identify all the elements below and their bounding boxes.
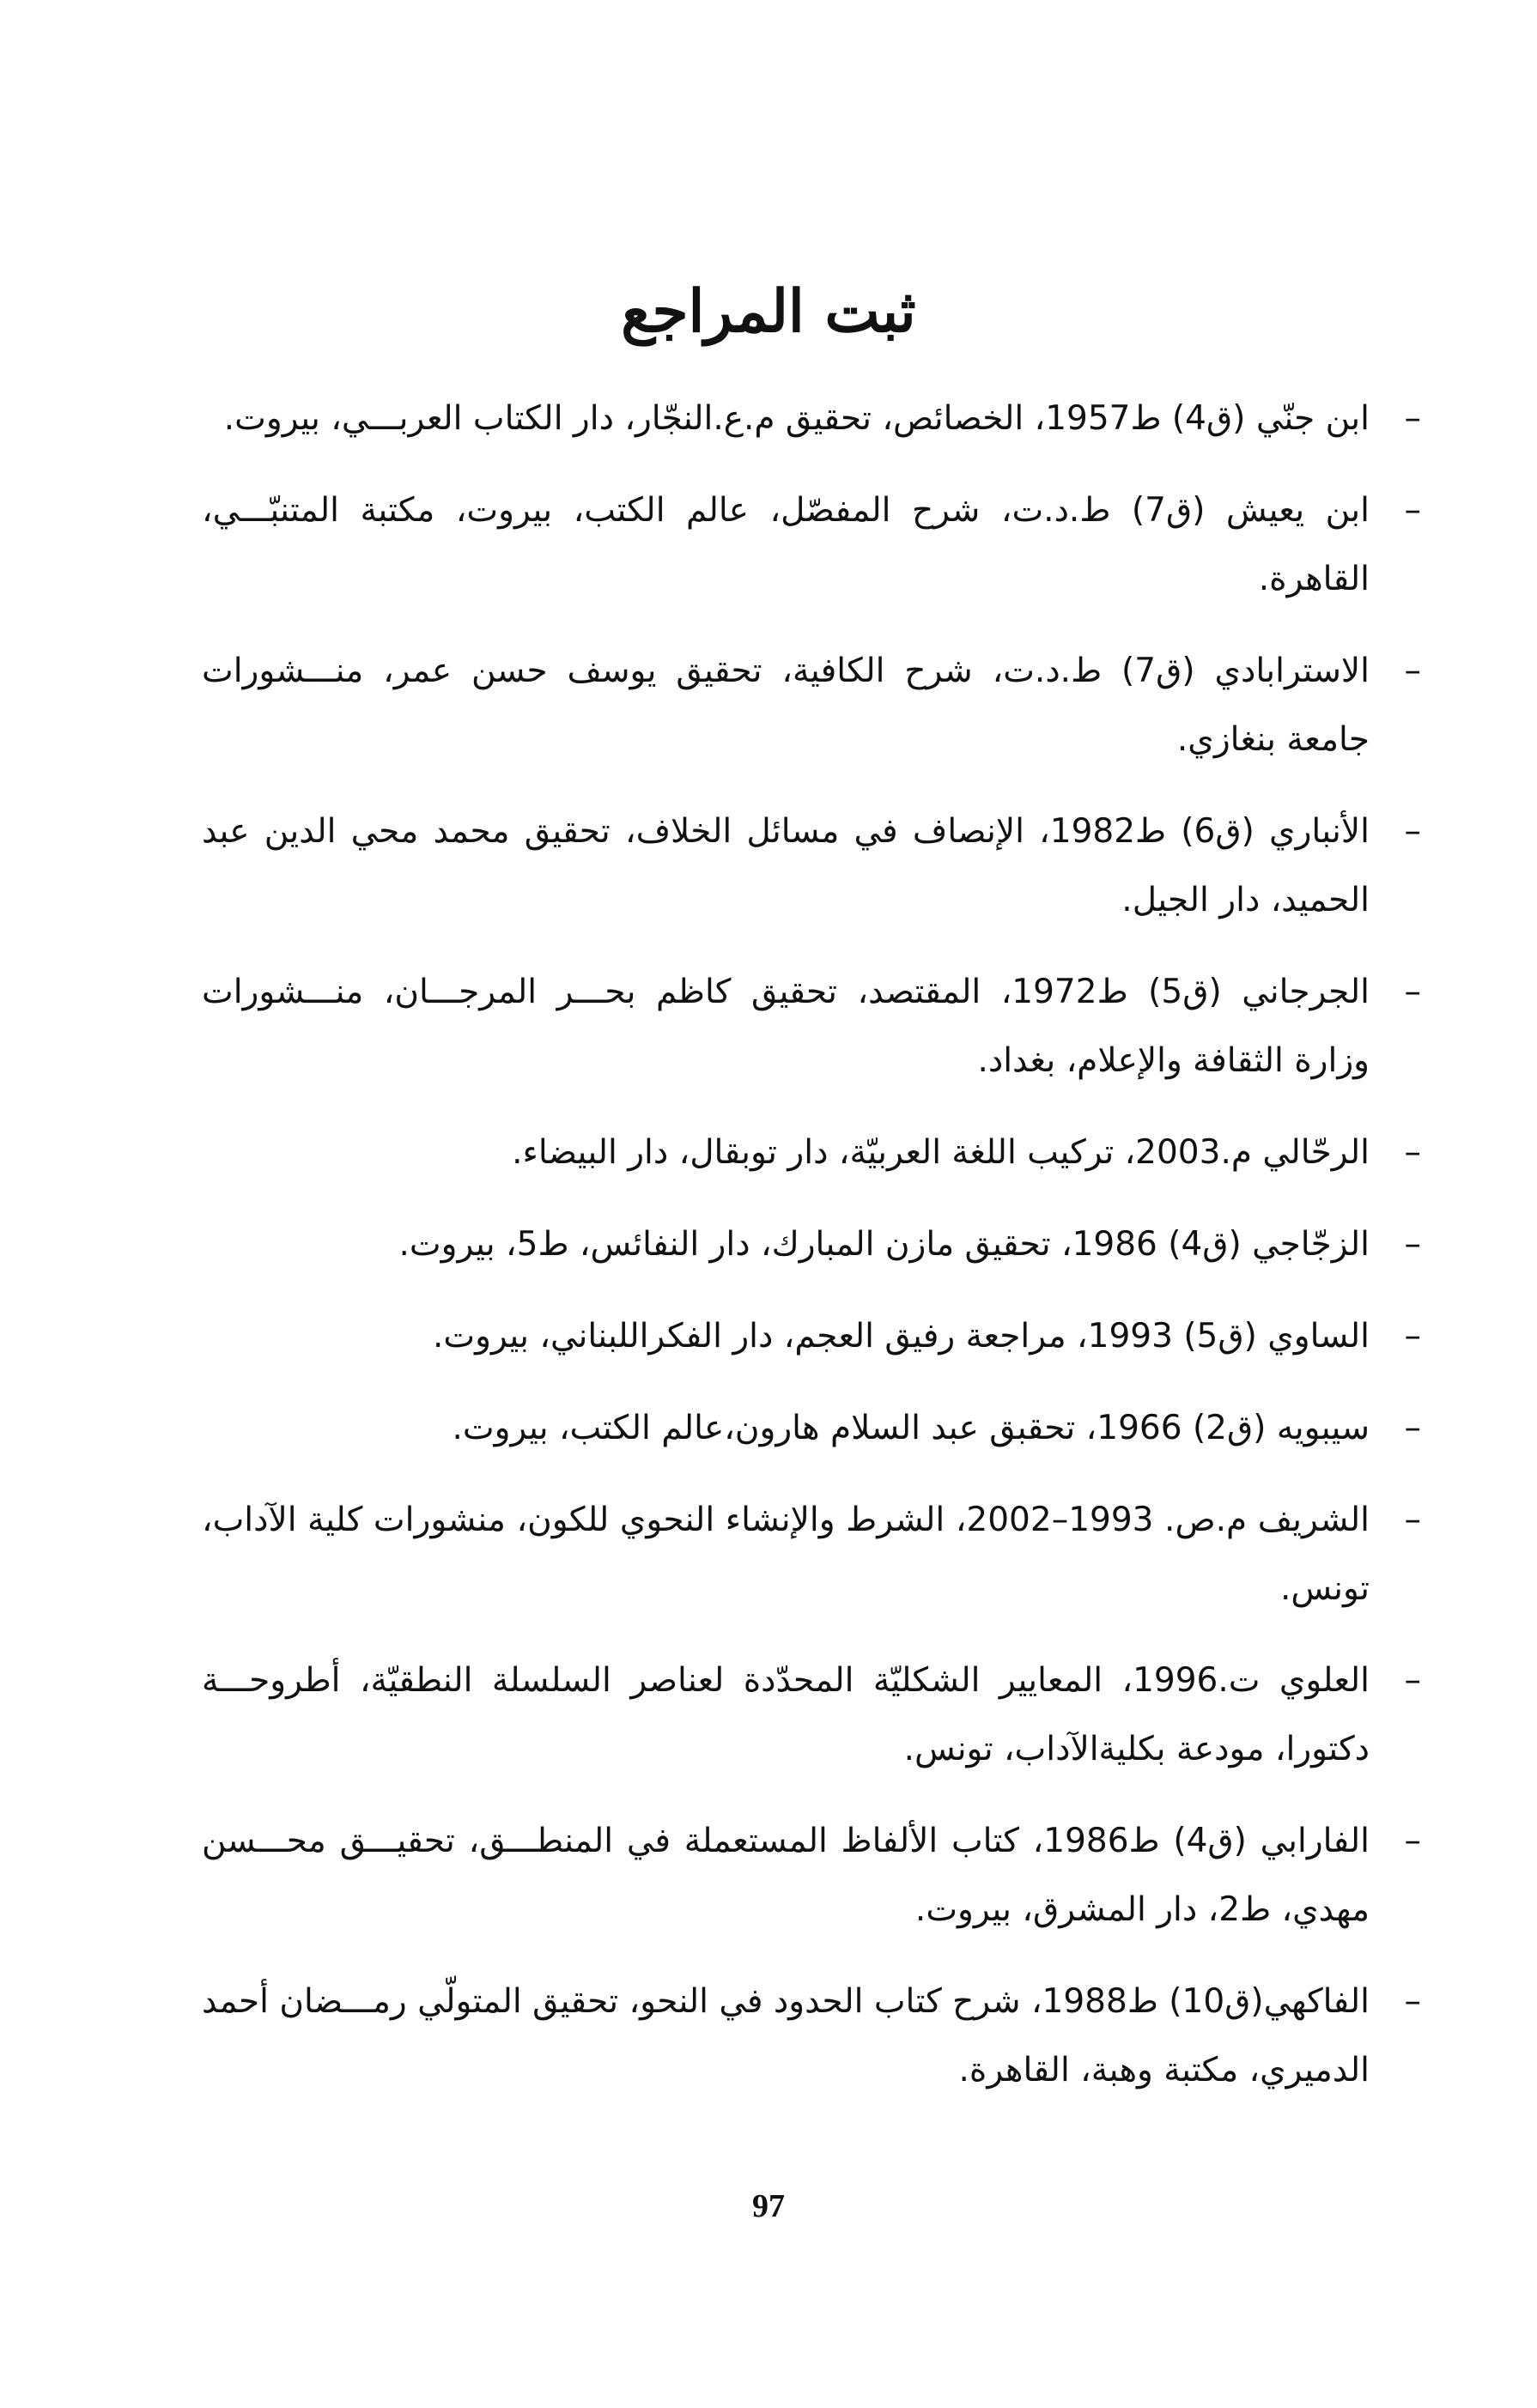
reference-item xyxy=(202,1394,1421,1463)
reference-text: الشريف م.ص. 1993–2002، الشرط والإنشاء النحوي للكون، منشورات كلية الآداب، تونس. xyxy=(202,1501,1370,1608)
list-bullet-dash: – xyxy=(1404,1409,1421,1447)
reference-item xyxy=(202,1119,1421,1187)
list-bullet-dash: – xyxy=(1404,1225,1421,1264)
reference-text: ابن يعيش (ق7) ط.د.ت، شرح المفصّل، عالم الكتب، بيروت، مكتبة المتنبّـــي، القاهرة. xyxy=(202,491,1370,598)
list-bullet-dash: – xyxy=(1404,652,1421,690)
reference-item xyxy=(202,476,1421,614)
reference-text: العلوي ت.1996، المعايير الشكليّة المحدّدة لعناصر السلسلة النطقيّة، أطروحـــة دكتورا، مودعة بكليةالآداب، تونس. xyxy=(202,1661,1370,1768)
list-bullet-dash: – xyxy=(1404,1133,1421,1172)
reference-item xyxy=(202,385,1421,453)
reference-item xyxy=(202,798,1421,935)
reference-text: الفاكهي(ق10) ط1988، شرح كتاب الحدود في النحو، تحقيق المتولّي رمـــضان أحمد الدميري، مكتبة وهبة، القاهرة. xyxy=(202,1982,1370,2090)
list-bullet-dash: – xyxy=(1404,973,1421,1011)
list-bullet-dash: – xyxy=(1404,812,1421,851)
reference-text: الجرجاني (ق5) ط1972، المقتصد، تحقيق كاظم بحـــر المرجـــان، منـــشورات وزارة الثقافة والإعلام، بغداد. xyxy=(202,973,1370,1080)
list-bullet-dash: – xyxy=(1404,399,1421,438)
list-bullet-dash: – xyxy=(1404,1501,1421,1539)
list-bullet-dash: – xyxy=(1404,491,1421,530)
reference-item xyxy=(202,1647,1421,1784)
reference-text: الزجّاجي (ق4) 1986، تحقيق مازن المبارك، دار النفائس، ط5، بيروت. xyxy=(398,1225,1370,1264)
list-bullet-dash: – xyxy=(1404,1982,1421,2021)
list-bullet-dash: – xyxy=(1404,1822,1421,1860)
reference-item xyxy=(202,958,1421,1095)
page-title: ثبت المراجع xyxy=(621,277,916,346)
reference-item xyxy=(202,1807,1421,1944)
reference-item xyxy=(202,1486,1421,1623)
list-bullet-dash: – xyxy=(1404,1661,1421,1700)
reference-text: الفارابي (ق4) ط1986، كتاب الألفاظ المستعملة في المنطـــق، تحقيـــق محـــسن مهدي، ط2، دار المشرق، بيروت. xyxy=(202,1822,1370,1929)
page-number: 97 xyxy=(752,2188,785,2224)
reference-item xyxy=(202,1302,1421,1371)
reference-text: سيبويه (ق2) 1966، تحقبق عبد السلام هارون،عالم الكتب، بيروت. xyxy=(452,1409,1370,1447)
references-list xyxy=(202,385,1421,2128)
reference-text: الاسترابادي (ق7) ط.د.ت، شرح الكافية، تحقيق يوسف حسن عمر، منـــشورات جامعة بنغازي. xyxy=(202,652,1370,759)
reference-text: ابن جنّي (ق4) ط1957، الخصائص، تحقيق م.ع.النجّار، دار الكتاب العربـــي، بيروت. xyxy=(223,399,1370,438)
reference-text: الأنباري (ق6) ط1982، الإنصاف في مسائل الخلاف، تحقيق محمد محي الدين عبد الحميد، دار الجيل. xyxy=(202,812,1370,919)
list-bullet-dash: – xyxy=(1404,1317,1421,1356)
reference-item xyxy=(202,1968,1421,2105)
reference-text: الساوي (ق5) 1993، مراجعة رفيق العجم، دار الفكراللبناني، بيروت. xyxy=(432,1317,1370,1356)
reference-item xyxy=(202,637,1421,774)
reference-text: الرحّالي م.2003، تركيب اللغة العربيّة، دار توبقال، دار البيضاء. xyxy=(512,1133,1370,1172)
reference-item xyxy=(202,1210,1421,1279)
